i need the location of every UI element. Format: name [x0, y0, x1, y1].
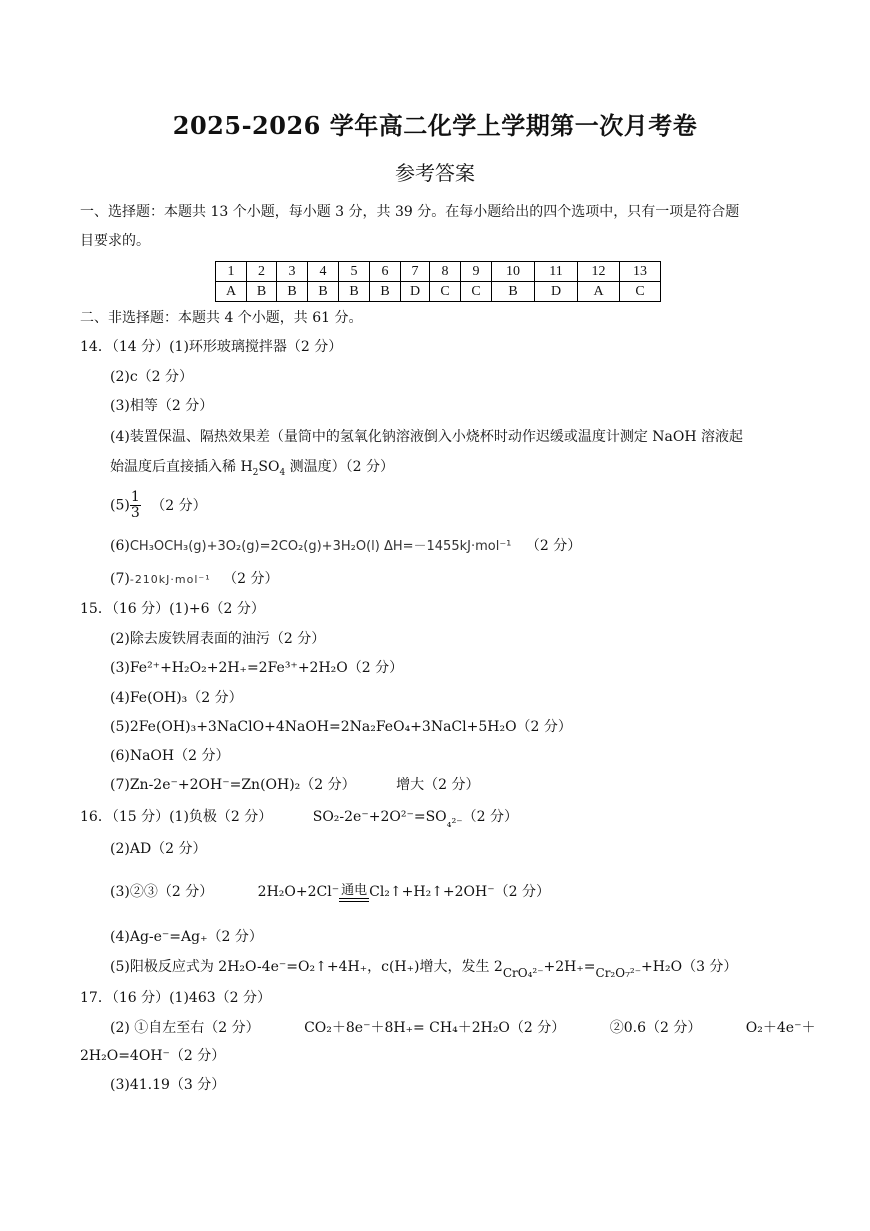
- answer-prefix: (5): [110, 497, 130, 514]
- section1-intro-line2: 目要求的。: [80, 233, 150, 249]
- q17-answer-3: (3)41.19（3 分）: [110, 1077, 226, 1093]
- text-span: SO: [258, 459, 280, 475]
- equal-line: [339, 899, 369, 902]
- answer-text: (3)②③（2 分）: [110, 884, 214, 900]
- q14-answer-7: [110, 569, 278, 590]
- q15-answer-7: [110, 775, 479, 795]
- q15-answer-4: (4)Fe(OH)₃（2 分）: [110, 690, 243, 706]
- table-cell-answer: B: [339, 282, 370, 302]
- subscript: 2: [252, 467, 259, 478]
- table-cell-answer: C: [430, 282, 461, 302]
- q14-answer-2: (2)c（2 分）: [110, 369, 194, 385]
- q15-answer-6: (6)NaOH（2 分）: [110, 748, 230, 764]
- score: （2 分）: [151, 497, 207, 514]
- table-cell-number: 1: [216, 262, 247, 282]
- q14-answer-4-line2: [110, 457, 394, 477]
- equation: SO₂-2e⁻+2O²⁻=SO: [312, 809, 447, 825]
- answer-text: ②0.6（2 分）: [609, 1020, 702, 1036]
- table-cell-answer: D: [401, 282, 430, 302]
- fraction: [130, 490, 141, 521]
- table-cell-number: 2: [247, 262, 277, 282]
- table-cell-number: 9: [461, 262, 492, 282]
- equation: CO₂＋8e⁻＋8H₊= CH₄＋2H₂O（2 分）: [304, 1020, 566, 1036]
- table-cell-number: 5: [339, 262, 370, 282]
- answer-table-answer-row: [216, 282, 661, 302]
- text-span: 始温度后直接插入稀 H: [110, 459, 253, 475]
- equation-right: Cl₂↑+H₂↑+2OH⁻（2 分）: [369, 884, 550, 900]
- ion-formula: ₄²⁻: [446, 816, 463, 830]
- thermochemical-equation: CH₃OCH₃(g)+3O₂(g)=2CO₂(g)+3H₂O(l) ΔH=－1455kJ·mol⁻¹: [129, 539, 512, 554]
- table-cell-answer: A: [578, 282, 620, 302]
- score: （2 分）: [462, 809, 518, 825]
- q15-head: 15．（16 分）(1)+6（2 分）: [80, 601, 265, 617]
- table-cell-answer: B: [308, 282, 339, 302]
- score: （2 分）: [223, 571, 279, 587]
- ion-formula: CrO₄²⁻: [502, 966, 544, 980]
- text-span: 测温度）（2 分）: [285, 459, 395, 475]
- table-cell-number: 6: [370, 262, 401, 282]
- table-cell-answer: C: [620, 282, 661, 302]
- table-cell-number: 10: [492, 262, 535, 282]
- q16-answer-5: [110, 957, 737, 983]
- q17-head: 17．（16 分）(1)463（2 分）: [80, 990, 271, 1006]
- equation: (7)Zn-2e⁻+2OH⁻=Zn(OH)₂（2 分）: [110, 777, 356, 793]
- answer-text: (2) ①自左至右（2 分）: [110, 1020, 260, 1036]
- table-cell-number: 8: [430, 262, 461, 282]
- section2-intro: 二、非选择题：本题共 4 个小题，共 61 分。: [80, 310, 363, 326]
- document-title: 2025-2026 学年高二化学上学期第一次月考卷: [172, 111, 698, 140]
- table-cell-answer: B: [370, 282, 401, 302]
- fraction-denominator: 3: [130, 505, 140, 521]
- q16-answer-4: (4)Ag-e⁻=Ag₊（2 分）: [110, 929, 263, 945]
- table-cell-number: 7: [401, 262, 430, 282]
- enthalpy-value: -210kJ·mol⁻¹: [129, 573, 211, 586]
- q14-answer-3: (3)相等（2 分）: [110, 398, 214, 414]
- equation: O₂＋4e⁻＋: [745, 1020, 816, 1036]
- q17-answer-2: [110, 1018, 815, 1038]
- q14-answer-6: [110, 536, 581, 557]
- q15-answer-2: (2)除去废铁屑表面的油污（2 分）: [110, 631, 326, 647]
- reaction-condition: [339, 884, 369, 902]
- q16-answer-3: [110, 882, 550, 902]
- q14-answer-4-line1: (4)装置保温、隔热效果差（量筒中的氢氧化钠溶液倒入小烧杯时动作迟缓或温度计测定 NaOH 溶液起: [110, 429, 744, 445]
- q17-answer-2-line2: 2H₂O=4OH⁻（2 分）: [80, 1048, 226, 1064]
- condition-label: 通电: [341, 883, 368, 898]
- answer-text: (5)阳极反应式为 2H₂O-4e⁻=O₂↑+4H₊，c(H₊)增大，发生 2: [110, 959, 503, 975]
- answer-prefix: (7): [110, 571, 130, 587]
- table-cell-answer: A: [216, 282, 247, 302]
- answer-prefix: (6): [110, 538, 130, 554]
- answer-text: 增大（2 分）: [396, 777, 480, 793]
- table-cell-number: 4: [308, 262, 339, 282]
- equation-part: +2H₊=: [543, 959, 596, 975]
- equation-part: +H₂O（3 分）: [641, 959, 738, 975]
- q16-head: [80, 807, 518, 833]
- q15-answer-3: (3)Fe²⁺+H₂O₂+2H₊=2Fe³⁺+2H₂O（2 分）: [110, 660, 404, 676]
- table-cell-answer: D: [535, 282, 578, 302]
- q16-answer-2: (2)AD（2 分）: [110, 841, 207, 857]
- table-cell-answer: B: [492, 282, 535, 302]
- ion-formula: Cr₂O₇²⁻: [595, 966, 642, 980]
- q15-answer-5: (5)2Fe(OH)₃+3NaClO+4NaOH=2Na₂FeO₄+3NaCl+5H₂O（2 分）: [110, 719, 572, 735]
- table-cell-number: 3: [277, 262, 308, 282]
- table-cell-answer: B: [277, 282, 308, 302]
- subscript: 4: [279, 467, 286, 478]
- score: （2 分）: [525, 538, 582, 554]
- table-cell-number: 13: [620, 262, 661, 282]
- table-cell-number: 11: [535, 262, 578, 282]
- table-cell-answer: C: [461, 282, 492, 302]
- table-cell-answer: B: [247, 282, 277, 302]
- q14-head: 14．（14 分）(1)环形玻璃搅拌器（2 分）: [80, 339, 343, 355]
- fraction-numerator: 1: [130, 489, 140, 505]
- section1-intro-line1: 一、选择题：本题共 13 个小题，每小题 3 分，共 39 分。在每小题给出的四个选项中，只有一项是符合题: [80, 204, 740, 220]
- q14-answer-5: [110, 490, 207, 521]
- document-subtitle: 参考答案: [395, 161, 475, 185]
- answer-table: [215, 261, 661, 302]
- answer-table-number-row: [216, 262, 661, 282]
- equation-left: 2H₂O+2Cl⁻: [257, 884, 340, 900]
- question-head: 16．（15 分）(1)负极（2 分）: [80, 809, 273, 825]
- table-cell-number: 12: [578, 262, 620, 282]
